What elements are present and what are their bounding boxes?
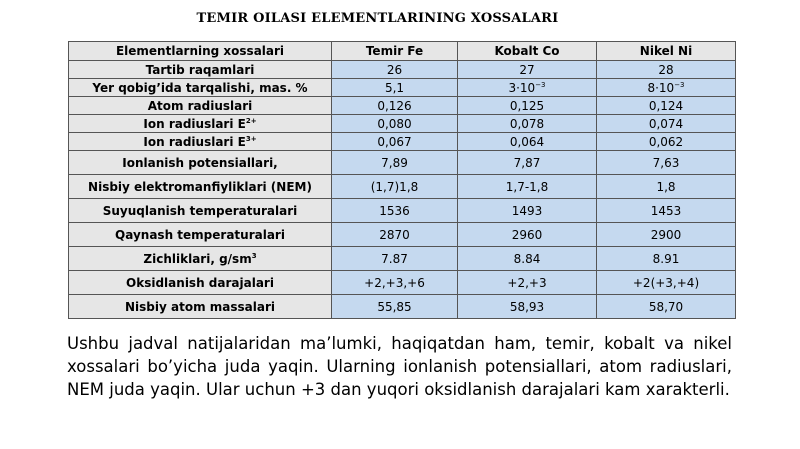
table-row <box>69 115 736 133</box>
cell-iron: +2,+3,+6 <box>332 271 458 295</box>
cell-cobalt: +2,+3 <box>458 271 597 295</box>
cell-cobalt: 1,7-1,8 <box>458 175 597 199</box>
cell-cobalt: 0,078 <box>458 115 597 133</box>
row-label: Ion radiuslari $E^{2+}$ <box>69 115 332 133</box>
cell-nickel: 58,70 <box>597 295 736 319</box>
header-cobalt: Kobalt Co <box>458 42 597 61</box>
row-label: Ionlanish potensiallari, <box>69 151 332 175</box>
element-properties-table <box>68 41 736 319</box>
header-nickel: Nikel Ni <box>597 42 736 61</box>
cell-iron: 0,080 <box>332 115 458 133</box>
cell-nickel: 7,63 <box>597 151 736 175</box>
row-label: Oksidlanish darajalari <box>69 271 332 295</box>
cell-nickel: 1453 <box>597 199 736 223</box>
table-row <box>69 295 736 319</box>
table-row <box>69 271 736 295</box>
table-row <box>69 79 736 97</box>
row-label: Ion radiuslari $E^{3+}$ <box>69 133 332 151</box>
table-row <box>69 223 736 247</box>
table-row <box>69 247 736 271</box>
summary-paragraph: Ushbu jadval natijalaridan ma’lumki, haqiqatdan ham, temir, kobalt va nikel xossalari bo’yicha juda yaqin. Ularning ionlanish potensiallari, atom radiuslari, NEM juda yaqin. Ular uchun +3 dan yuqori oksidlanish darajalari kam xarakterli. <box>67 334 732 399</box>
cell-nickel: 28 <box>597 61 736 79</box>
cell-nickel: $8\cdot 10^{-3}$ <box>597 79 736 97</box>
cell-nickel: 8.91 <box>597 247 736 271</box>
cell-cobalt: $3\cdot 10^{-3}$ <box>458 79 597 97</box>
cell-nickel: 0,062 <box>597 133 736 151</box>
table-row <box>69 61 736 79</box>
cell-iron: 0,067 <box>332 133 458 151</box>
cell-iron: 7.87 <box>332 247 458 271</box>
cell-iron: 0,126 <box>332 97 458 115</box>
table-row <box>69 97 736 115</box>
cell-cobalt: 7,87 <box>458 151 597 175</box>
table-row <box>69 151 736 175</box>
table-row <box>69 133 736 151</box>
cell-iron: 5,1 <box>332 79 458 97</box>
cell-iron: 7,89 <box>332 151 458 175</box>
page-title: TEMIR OILASI ELEMENTLARINING XOSSALARI <box>196 11 559 26</box>
row-label: Zichliklari, $g/sm^3$ <box>69 247 332 271</box>
cell-cobalt: 1493 <box>458 199 597 223</box>
cell-cobalt: 8.84 <box>458 247 597 271</box>
cell-cobalt: 27 <box>458 61 597 79</box>
table-header-row <box>69 42 736 61</box>
cell-nickel: 0,124 <box>597 97 736 115</box>
table-row <box>69 175 736 199</box>
cell-iron: (1,7)1,8 <box>332 175 458 199</box>
cell-cobalt: 0,125 <box>458 97 597 115</box>
cell-nickel: +2(+3,+4) <box>597 271 736 295</box>
header-iron: Temir Fe <box>332 42 458 61</box>
cell-cobalt: 0,064 <box>458 133 597 151</box>
row-label: Tartib raqamlari <box>69 61 332 79</box>
cell-iron: 55,85 <box>332 295 458 319</box>
row-label: Suyuqlanish temperaturalari <box>69 199 332 223</box>
row-label: Nisbiy atom massalari <box>69 295 332 319</box>
cell-iron: 26 <box>332 61 458 79</box>
cell-iron: 1536 <box>332 199 458 223</box>
cell-iron: 2870 <box>332 223 458 247</box>
cell-nickel: 1,8 <box>597 175 736 199</box>
header-properties: Elementlarning xossalari <box>69 42 332 61</box>
table-row <box>69 199 736 223</box>
row-label: Nisbiy elektromanfiyliklari (NEM) <box>69 175 332 199</box>
cell-nickel: 0,074 <box>597 115 736 133</box>
row-label: Atom radiuslari <box>69 97 332 115</box>
cell-cobalt: 2960 <box>458 223 597 247</box>
row-label: Yer qobig’ida tarqalishi, mas. % <box>69 79 332 97</box>
cell-nickel: 2900 <box>597 223 736 247</box>
cell-cobalt: 58,93 <box>458 295 597 319</box>
row-label: Qaynash temperaturalari <box>69 223 332 247</box>
